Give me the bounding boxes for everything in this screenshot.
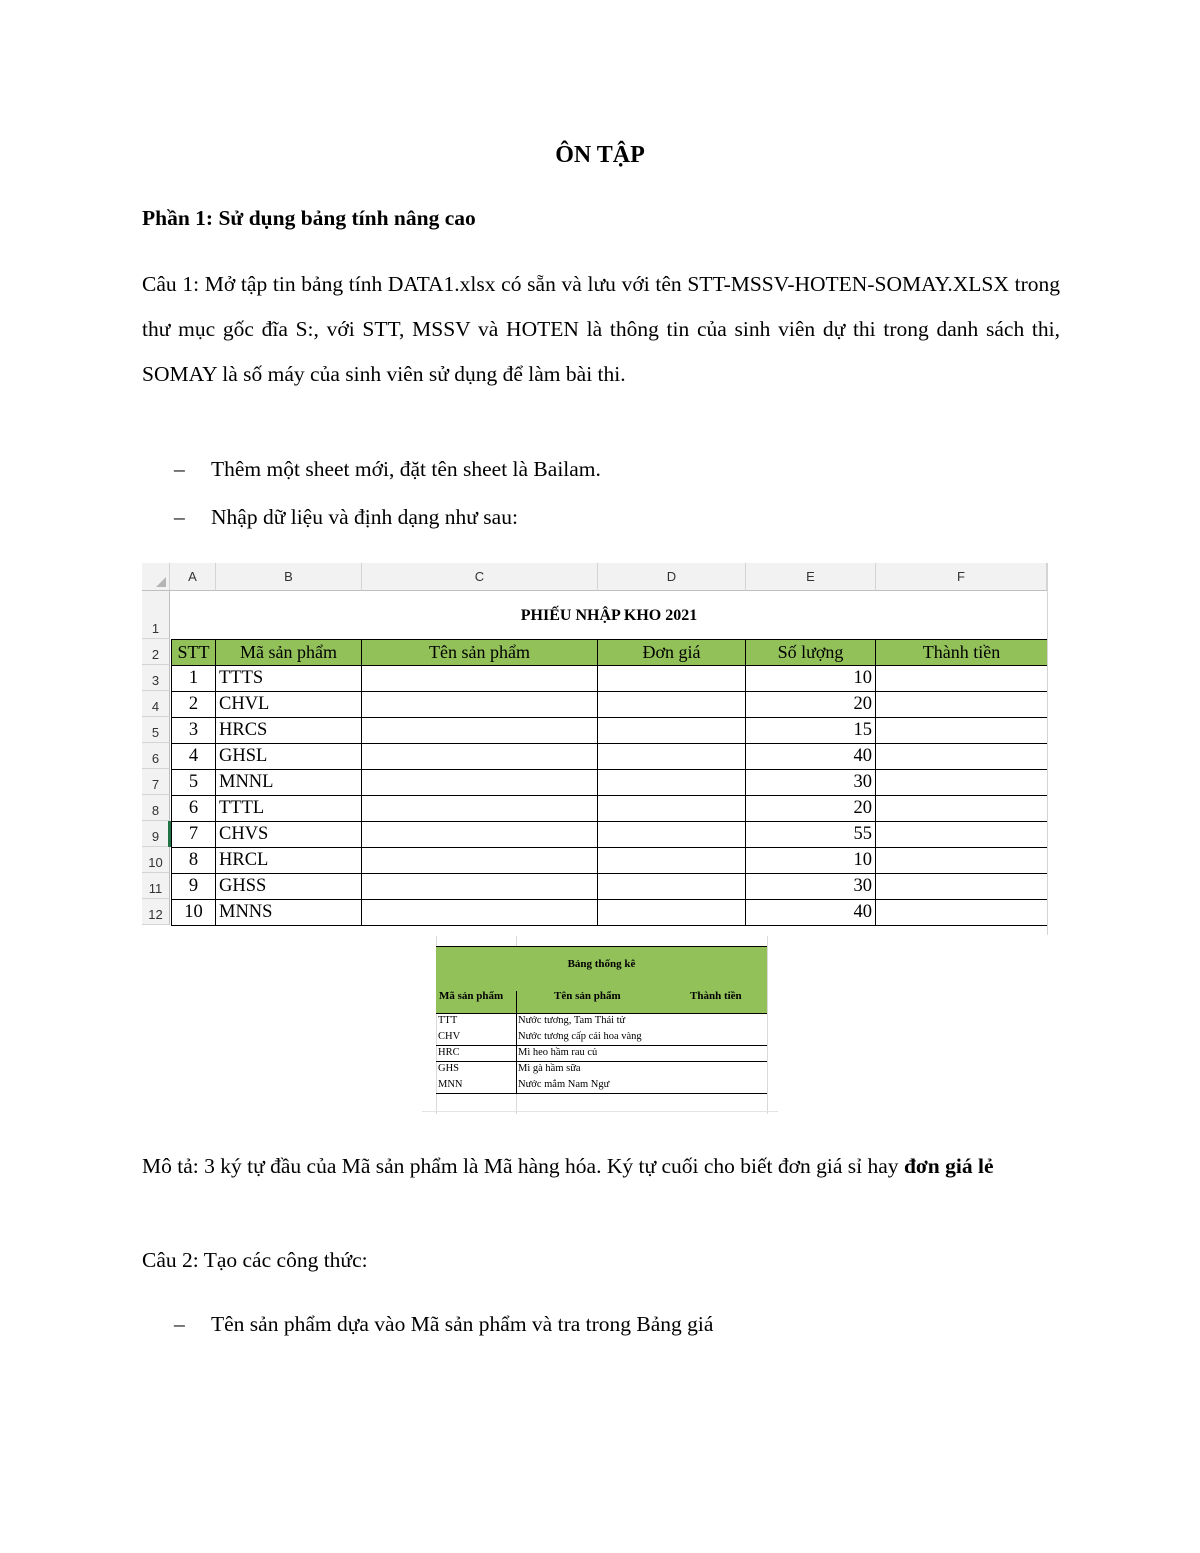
- row-header: 2: [142, 639, 170, 665]
- stats-col-amount: Thành tiền: [690, 990, 742, 1002]
- cell-qty: 55: [746, 822, 876, 848]
- cell-code: HRCL: [216, 848, 362, 874]
- cell-stt: 2: [172, 692, 216, 718]
- description-bold: đơn giá lẻ: [903, 1154, 994, 1178]
- col-header-c: C: [362, 563, 598, 591]
- stats-separator: [516, 1014, 517, 1030]
- corner-triangle-icon: [156, 577, 166, 587]
- cell-code: GHSL: [216, 744, 362, 770]
- gridline: [422, 1111, 778, 1112]
- cell-stt: 3: [172, 718, 216, 744]
- cell-code: HRCS: [216, 718, 362, 744]
- header-product-name: Tên sản phẩm: [362, 640, 598, 666]
- stats-row: [436, 1030, 767, 1046]
- cell-empty: [362, 900, 598, 926]
- stats-name: Nước tương cấp cải hoa vàng: [518, 1031, 642, 1042]
- cell-empty: [362, 666, 598, 692]
- bullet-dash: –: [174, 457, 185, 481]
- row-header: 6: [142, 743, 170, 769]
- table-row: [172, 770, 1048, 796]
- cell-empty: [598, 692, 746, 718]
- bullet-product-name: [174, 1312, 713, 1337]
- stats-row: [436, 1046, 767, 1062]
- cell-code: CHVS: [216, 822, 362, 848]
- bullet-text: Tên sản phẩm dựa vào Mã sản phẩm và tra trong Bảng giá: [211, 1312, 714, 1336]
- part1-heading: Phần 1: Sử dụng bảng tính nâng cao: [142, 206, 476, 230]
- stats-row: [436, 1014, 767, 1030]
- col-header-f: F: [876, 563, 1047, 591]
- header-product-code: Mã sản phẩm: [216, 640, 362, 666]
- stats-separator: [516, 1030, 517, 1046]
- cell-empty: [876, 718, 1048, 744]
- cau2-heading: Câu 2: Tạo các công thức:: [142, 1248, 368, 1272]
- cell-empty: [598, 900, 746, 926]
- cell-code: MNNS: [216, 900, 362, 926]
- row-header: 3: [142, 665, 170, 691]
- cell-empty: [598, 666, 746, 692]
- cell-code: TTTS: [216, 666, 362, 692]
- bullet-text: Nhập dữ liệu và định dạng như sau:: [211, 505, 518, 529]
- stats-title: Bảng thống kê: [567, 958, 636, 970]
- cell-empty: [876, 848, 1048, 874]
- cell-empty: [598, 874, 746, 900]
- bullet-add-sheet: [174, 457, 601, 482]
- cell-code: GHSS: [216, 874, 362, 900]
- cell-empty: [876, 744, 1048, 770]
- table-row: [172, 822, 1048, 848]
- table-row: [172, 744, 1048, 770]
- cell-stt: 5: [172, 770, 216, 796]
- cell-empty: [876, 822, 1048, 848]
- row-header: 8: [142, 795, 170, 821]
- sheet-right-gutter: [1047, 563, 1060, 935]
- table-row: [172, 900, 1048, 926]
- stats-row: [436, 1062, 767, 1078]
- cell-stt: 1: [172, 666, 216, 692]
- table-header-row: [172, 640, 1048, 666]
- cell-stt: 9: [172, 874, 216, 900]
- col-header-d: D: [598, 563, 746, 591]
- cell-stt: 8: [172, 848, 216, 874]
- col-header-b: B: [216, 563, 362, 591]
- cell-empty: [362, 796, 598, 822]
- bullet-dash: –: [174, 505, 185, 529]
- stats-code: MNN: [438, 1079, 463, 1090]
- select-all-corner: [142, 563, 170, 591]
- stats-col-code: Mã sản phẩm: [439, 990, 504, 1002]
- row-header: 10: [142, 847, 170, 873]
- spreadsheet-image: [142, 563, 1059, 935]
- cell-qty: 15: [746, 718, 876, 744]
- cell-empty: [362, 692, 598, 718]
- stats-code: CHV: [438, 1031, 461, 1042]
- row-header: 12: [142, 899, 170, 925]
- header-stt: STT: [172, 640, 216, 666]
- stats-name: Nước mắm Nam Ngư: [518, 1079, 610, 1090]
- row-header: 7: [142, 769, 170, 795]
- cell-empty: [876, 900, 1048, 926]
- stats-header: [436, 946, 767, 1014]
- cell-empty: [598, 848, 746, 874]
- cell-empty: [362, 822, 598, 848]
- bullet-text: Thêm một sheet mới, đặt tên sheet là Bailam.: [211, 457, 601, 481]
- row-header: 4: [142, 691, 170, 717]
- cell-empty: [876, 874, 1048, 900]
- cell-qty: 20: [746, 796, 876, 822]
- cell-qty: 10: [746, 848, 876, 874]
- header-quantity: Số lượng: [746, 640, 876, 666]
- table-row: [172, 718, 1048, 744]
- cell-code: MNNL: [216, 770, 362, 796]
- bullet-dash: –: [174, 1312, 185, 1336]
- cell-empty: [876, 770, 1048, 796]
- cell-qty: 10: [746, 666, 876, 692]
- cell-empty: [598, 744, 746, 770]
- cell-qty: 40: [746, 744, 876, 770]
- cell-empty: [598, 770, 746, 796]
- sheet-title: PHIẾU NHẬP KHO 2021: [520, 606, 698, 624]
- cell-code: TTTL: [216, 796, 362, 822]
- stats-separator: [516, 1046, 517, 1062]
- table-row: [172, 874, 1048, 900]
- description-text: Mô tả: 3 ký tự đầu của Mã sản phẩm là Mã hàng hóa. Ký tự cuối cho biết đơn giá sỉ hay: [142, 1154, 904, 1178]
- table-row: [172, 848, 1048, 874]
- stats-col-name: Tên sản phẩm: [554, 990, 621, 1002]
- col-header-a: A: [170, 563, 216, 591]
- cell-stt: 10: [172, 900, 216, 926]
- cell-empty: [598, 822, 746, 848]
- table-row: [172, 692, 1048, 718]
- page-title: ÔN TẬP: [555, 142, 645, 168]
- cell-stt: 4: [172, 744, 216, 770]
- cell-empty: [362, 848, 598, 874]
- cell-empty: [362, 744, 598, 770]
- stats-name: Nước tương, Tam Thái tử: [518, 1015, 626, 1026]
- stats-code: HRC: [438, 1047, 460, 1058]
- stats-table-image: [422, 936, 778, 1114]
- stats-code: GHS: [438, 1063, 460, 1074]
- stats-name: Mì heo hầm rau củ: [518, 1047, 598, 1058]
- cell-empty: [598, 718, 746, 744]
- row-header: 11: [142, 873, 170, 899]
- row-header: 1: [142, 591, 170, 639]
- cell-empty: [876, 666, 1048, 692]
- cell-empty: [362, 874, 598, 900]
- data-table: [171, 639, 1048, 926]
- cell-qty: 30: [746, 770, 876, 796]
- description-paragraph: [142, 1144, 1060, 1188]
- stats-name: Mì gà hầm sữa: [518, 1063, 581, 1074]
- bullet-enter-data: [174, 505, 518, 530]
- stats-code: TTT: [438, 1015, 458, 1026]
- gridline: [767, 936, 768, 1114]
- cell-qty: 30: [746, 874, 876, 900]
- cell-qty: 20: [746, 692, 876, 718]
- stats-col-separator: [516, 991, 517, 1013]
- cell-empty: [362, 718, 598, 744]
- header-amount: Thành tiền: [876, 640, 1048, 666]
- col-header-e: E: [746, 563, 876, 591]
- cell-empty: [362, 770, 598, 796]
- cell-stt: 7: [172, 822, 216, 848]
- row-header: 5: [142, 717, 170, 743]
- cell-qty: 40: [746, 900, 876, 926]
- table-row: [172, 796, 1048, 822]
- stats-separator: [516, 1078, 517, 1094]
- stats-separator: [516, 1062, 517, 1078]
- header-unit-price: Đơn giá: [598, 640, 746, 666]
- table-row: [172, 666, 1048, 692]
- cell-empty: [876, 692, 1048, 718]
- cell-stt: 6: [172, 796, 216, 822]
- stats-row: [436, 1078, 767, 1094]
- cau1-paragraph: Câu 1: Mở tập tin bảng tính DATA1.xlsx có sẵn và lưu với tên STT-MSSV-HOTEN-SOMAY.XLSX trong thư mục gốc đĩa S:, với STT, MSSV và HOTEN là thông tin của sinh viên dự thi trong danh sách thi, SOMAY là số máy của sinh viên sử dụng để làm bài thi.: [142, 272, 1060, 386]
- cell-empty: [876, 796, 1048, 822]
- cell-empty: [598, 796, 746, 822]
- cell-code: CHVL: [216, 692, 362, 718]
- row-header: 9: [142, 821, 170, 847]
